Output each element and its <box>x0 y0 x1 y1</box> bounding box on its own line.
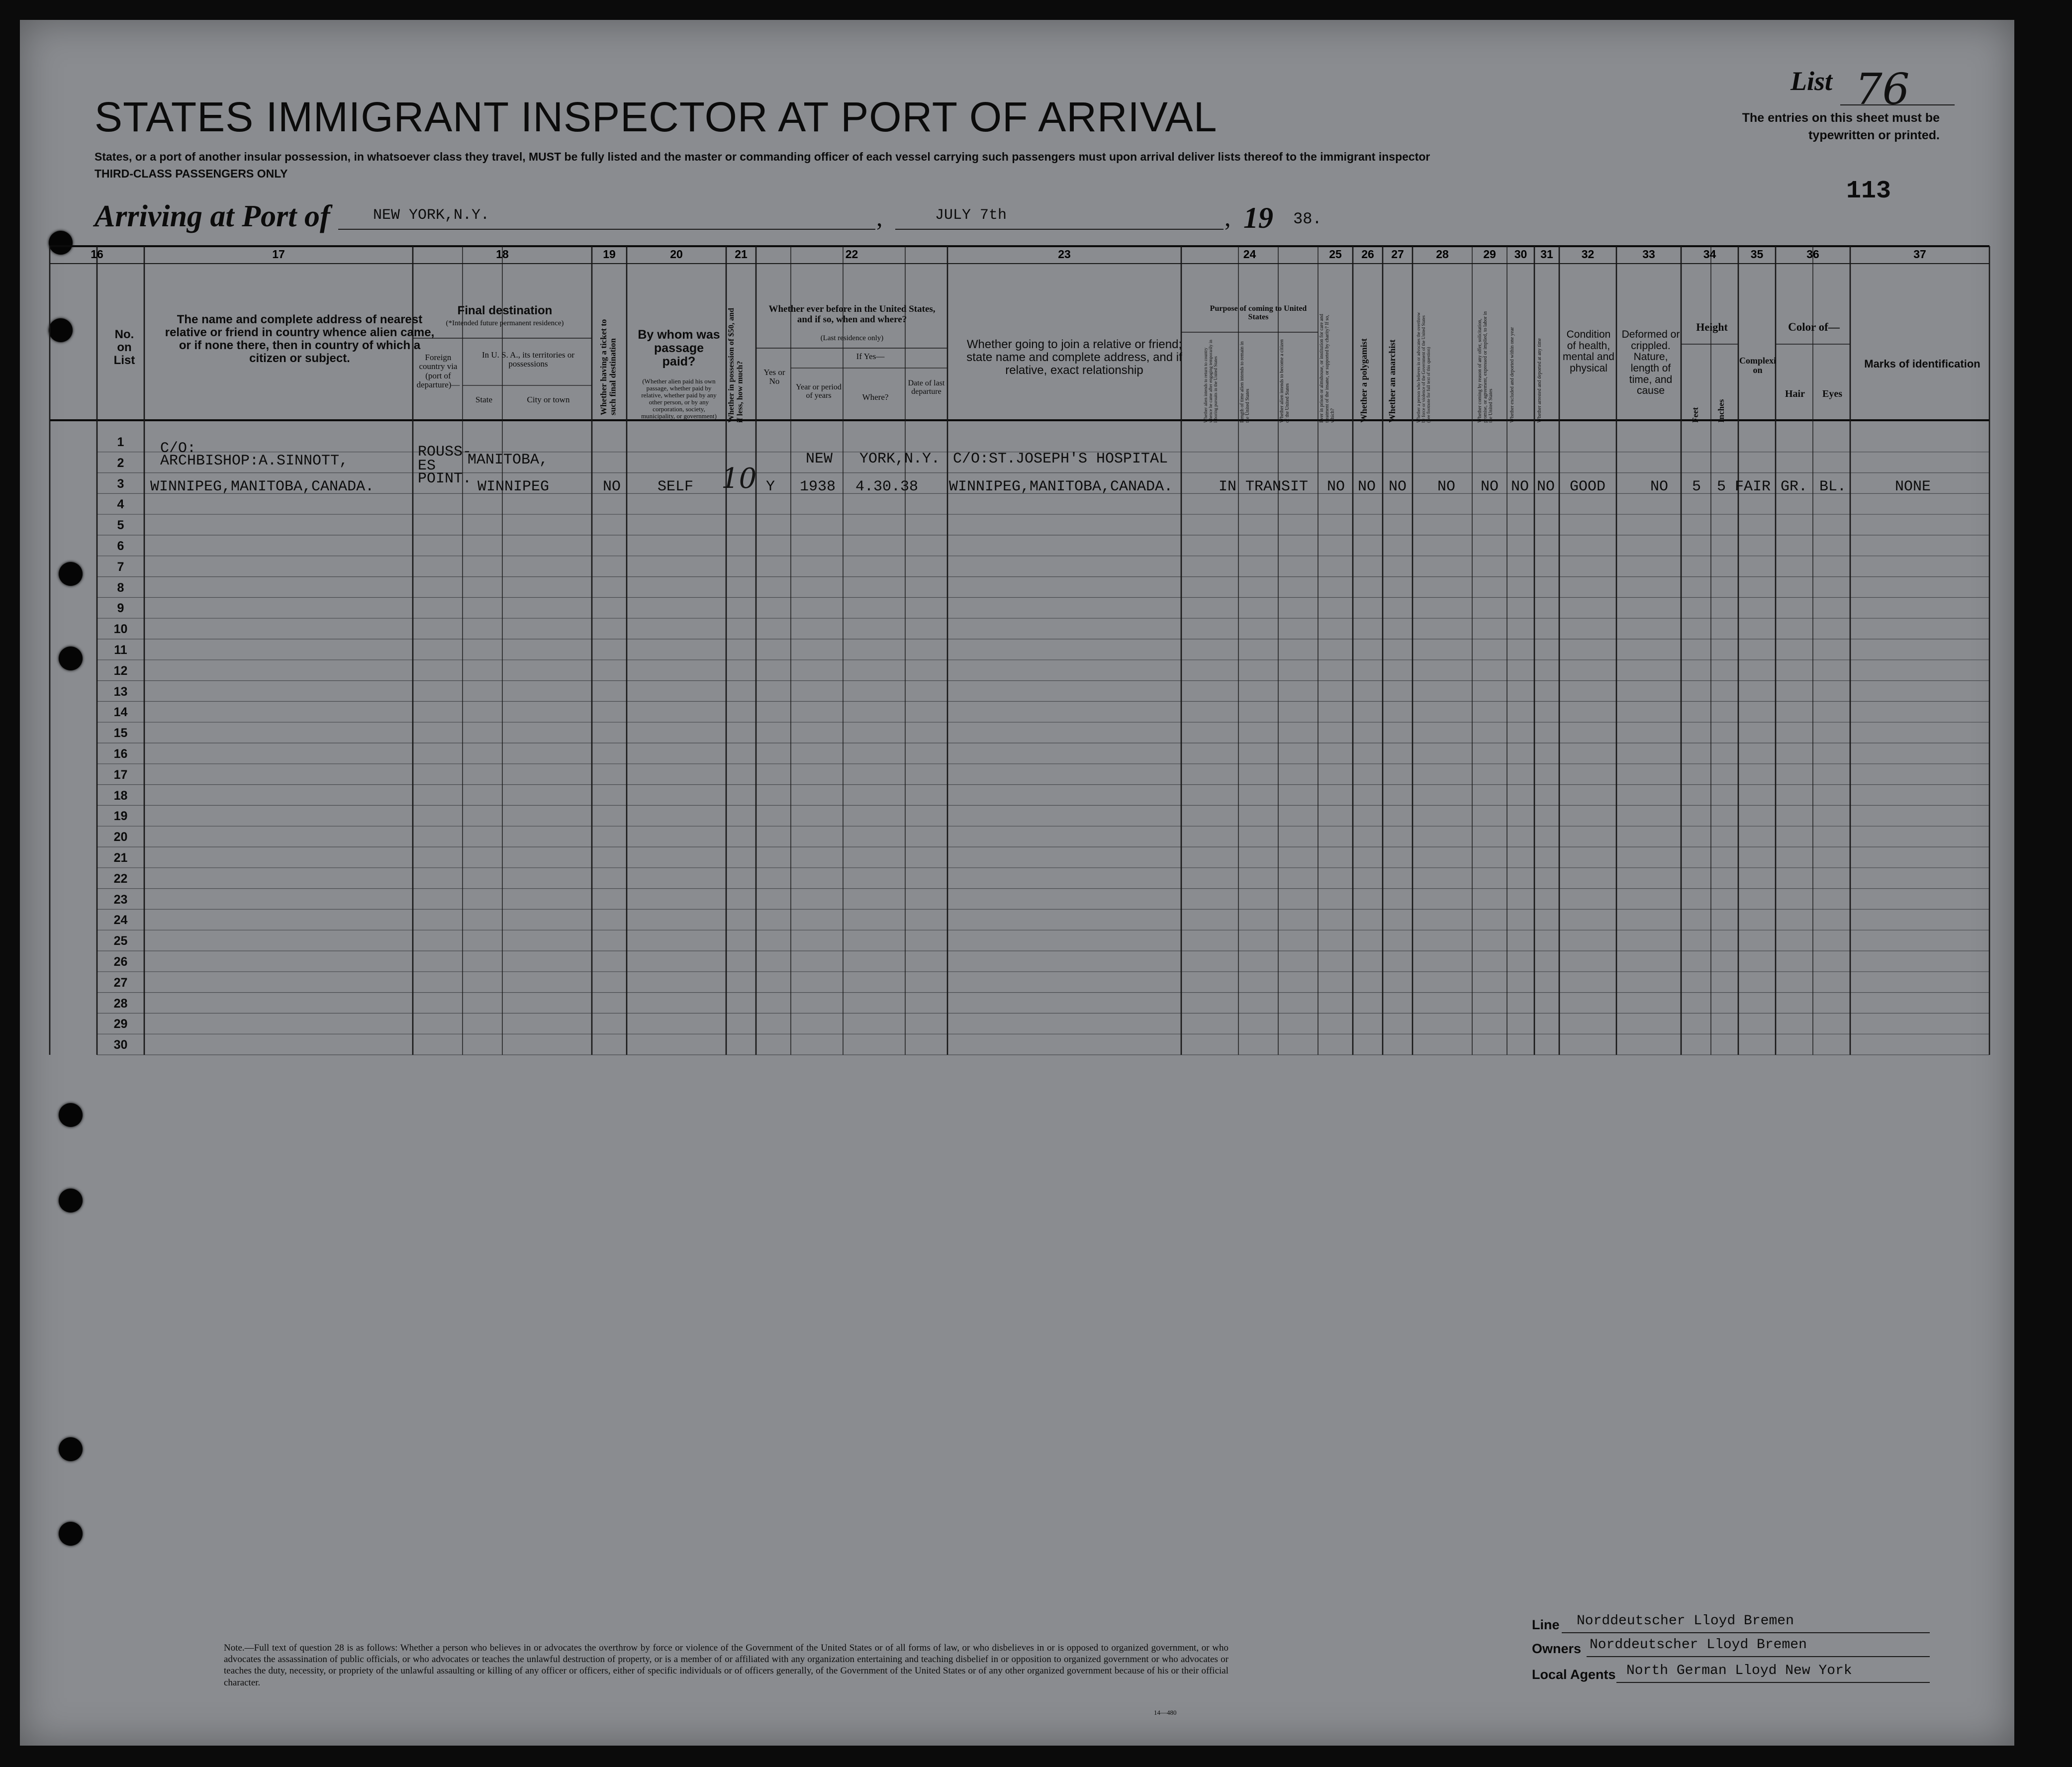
row-number: 18 <box>113 788 128 803</box>
purpose-value: IN TRANSIT <box>1219 478 1309 495</box>
port-departure-1: ROUSS- <box>418 444 472 461</box>
eyes-value: BL. <box>1819 478 1847 495</box>
header-col17: The name and complete address of nearest relative or friend in country whence alien came, or if none there, then in country of which a citizen or subject. <box>165 313 435 365</box>
row-number: 10 <box>113 622 128 637</box>
owners-label: Owners <box>1532 1641 1582 1656</box>
row-number: 30 <box>113 1038 128 1052</box>
header-col34-title: Height <box>1696 321 1728 333</box>
manifest-table <box>20 20 2014 1746</box>
column-number: 30 <box>1514 248 1527 261</box>
row-number: 19 <box>113 809 128 824</box>
header-col21: Whether in possession of $50, and if less, how much? <box>727 308 745 423</box>
contact-line3: WINNIPEG,MANITOBA,CANADA. <box>150 478 375 495</box>
form-number: 14—480 <box>1154 1709 1177 1716</box>
footnote: Note.—Full text of question 28 is as follows: Whether a person who believes in or advocates the overthrow by force or violence of the Government of the United States or of all forms of law, or who disbelieves in or is opposed to organized government, or who advocates the assassination of public officials, or who advocates or teaches the unlawful destruction of property, or is a member of or affiliated with any organization entertaining and teaching disbelief in or opposition to organized government or who advocates or teaches the duty, necessity, or propriety of the unlawful assaulting or killing of any officer or officers, either of specific individuals or of officers generally, of the Government of the United States or of any other organized government because of his or their official character. <box>224 1643 1228 1688</box>
row-number: 7 <box>117 559 124 574</box>
header-col22-sub: (Last residence only) <box>820 334 884 342</box>
row-number: 22 <box>113 871 128 886</box>
header-col24-b: Length of time alien intends to remain in the United States <box>1239 341 1250 423</box>
owners-value: Norddeutscher Lloyd Bremen <box>1590 1637 1807 1653</box>
row-number: 3 <box>117 476 124 491</box>
complexion-value: FAIR <box>1735 478 1771 495</box>
col31-value: NO <box>1537 478 1555 495</box>
row-number: 4 <box>117 497 124 512</box>
year-suffix: 38. <box>1293 210 1322 228</box>
row-number: 15 <box>113 726 128 741</box>
before-in-us-value: Y <box>766 478 775 495</box>
header-col18-sub: (*Intended future permanent residence) <box>446 319 564 327</box>
list-label: List <box>1790 66 1833 96</box>
row-number: 26 <box>113 955 128 969</box>
header-col20: By whom was passage paid? <box>638 328 720 369</box>
port-departure-3: POINT. <box>418 470 472 487</box>
col27-value: NO <box>1389 478 1407 495</box>
manifest-sheet <box>20 20 2014 1746</box>
header-col32: Condition of health, mental and physical <box>1563 329 1614 374</box>
feet-value: 5 <box>1692 478 1701 495</box>
where-line2: YORK,N.Y. <box>859 451 941 467</box>
destination-state: MANITOBA, <box>468 452 549 468</box>
column-number: 19 <box>603 248 616 261</box>
header-col18-city: City or town <box>527 395 570 404</box>
marks-value: NONE <box>1895 478 1931 495</box>
header-col34-inches: Inches <box>1716 399 1726 423</box>
header-col22-year: Year or period of years <box>796 383 842 400</box>
col29-value: NO <box>1481 478 1499 495</box>
row-number: 27 <box>113 975 128 990</box>
contact-line2: ARCHBISHOP:A.SINNOTT, <box>160 453 349 469</box>
column-number: 34 <box>1703 248 1716 261</box>
agents-value: North German Lloyd New York <box>1626 1663 1852 1678</box>
comma: , <box>876 203 883 231</box>
header-col31: Whether arrested and deported at any time <box>1537 338 1542 423</box>
header-col36-hair: Hair <box>1785 388 1805 399</box>
owners-field <box>1587 1636 1930 1657</box>
header-col22-ifyes: If Yes— <box>856 352 885 361</box>
date-value: JULY 7th <box>935 207 1007 224</box>
header-col20-note: (Whether alien paid his own passage, whether paid by relative, whether paid by any other person, or by any corporation, society, municipality, or government) <box>641 377 717 420</box>
typewritten-note: The entries on this sheet must be typewritten or printed. <box>1742 111 1940 142</box>
column-number: 37 <box>1913 248 1926 261</box>
column-number: 36 <box>1806 248 1819 261</box>
header-col37: Marks of identification <box>1864 358 1980 370</box>
row-number: 6 <box>117 539 124 553</box>
column-number: 31 <box>1540 248 1553 261</box>
row-number: 1 <box>117 435 124 449</box>
where-line1: NEW <box>806 451 833 467</box>
comma: , <box>1224 203 1231 231</box>
passage-paid-value: SELF <box>658 478 694 495</box>
column-number: 17 <box>272 248 285 261</box>
col26-value: NO <box>1358 478 1376 495</box>
column-number: 27 <box>1391 248 1404 261</box>
header-col34-feet: Feet <box>1691 407 1700 423</box>
inches-value: 5 <box>1717 478 1726 495</box>
line-field <box>1562 1612 1930 1633</box>
column-number: 32 <box>1581 248 1595 261</box>
column-number: 24 <box>1243 248 1256 261</box>
header-col35: Complexion <box>1739 356 1776 375</box>
port-value: NEW YORK,N.Y. <box>373 207 490 224</box>
date-departure-value: 4.30.38 <box>855 478 919 495</box>
col25-value: NO <box>1327 478 1345 495</box>
year-prefix: 19 <box>1243 201 1273 234</box>
header-col36-eyes: Eyes <box>1822 388 1842 399</box>
header-col19: Whether having a ticket to such final destination <box>599 319 618 415</box>
column-number: 22 <box>845 248 858 261</box>
row-number: 14 <box>113 705 128 720</box>
header-col24-title: Purpose of coming to United States <box>1210 304 1307 322</box>
header-col25: Ever in prison or almshouse, or institution for care and treatment of the insane, or supported by charity? If so, which? <box>1319 314 1335 423</box>
col28-value: NO <box>1437 478 1456 495</box>
row-number: 20 <box>113 830 128 844</box>
row-number: 8 <box>117 580 124 595</box>
sheet-number: 113 <box>1846 177 1891 205</box>
row-number: 24 <box>113 913 128 928</box>
header-col18-title: Final destination <box>457 304 553 317</box>
agents-field <box>1616 1661 1930 1683</box>
row-number: 25 <box>113 934 128 948</box>
ticket-value: NO <box>603 478 621 495</box>
arriving-label: Arriving at Port of <box>94 199 330 233</box>
header-col22-where: Where? <box>862 392 889 402</box>
hair-value: GR. <box>1781 478 1808 495</box>
header-col28: Whether a person who believes in or advocates the overthrow by force or violence of the Government of the United States (See footnote for full text of this question) <box>1416 312 1431 423</box>
header-col30: Whether excluded and deported within one year <box>1509 327 1515 423</box>
row-number: 2 <box>117 456 124 470</box>
line-label: Line <box>1532 1617 1560 1632</box>
header-col18-foreign: Foreign country via (port of departure)— <box>416 353 460 390</box>
header-col22-title: Whether ever before in the United States, and if so, when and where? <box>768 304 936 325</box>
row-number: 29 <box>113 1017 128 1031</box>
row-number: 17 <box>113 767 128 782</box>
column-number: 18 <box>496 248 509 261</box>
column-number: 16 <box>91 248 103 261</box>
header-col33: Deformed or crippled. Nature, length of time, and cause <box>1621 329 1680 397</box>
row-number: 5 <box>117 518 124 533</box>
row-number: 23 <box>113 892 128 907</box>
list-number: 76 <box>1855 65 1910 114</box>
column-number: 28 <box>1436 248 1449 261</box>
page-title: STATES IMMIGRANT INSPECTOR AT PORT OF ARRIVAL <box>94 93 1218 140</box>
column-number: 29 <box>1483 248 1496 261</box>
row-number: 11 <box>114 643 127 657</box>
row-number: 28 <box>113 996 128 1011</box>
row-number: 16 <box>113 747 128 761</box>
column-number: 23 <box>1058 248 1071 261</box>
joining-line1: C/O:ST.JOSEPH'S HOSPITAL <box>953 451 1168 467</box>
header-col36-title: Color of— <box>1788 321 1840 333</box>
header-col29: Whether coming by reason of any offer, solicitation, promise, or agreement, expressed or implied, to labor in the United States <box>1477 311 1494 423</box>
contact-line1: C/O: <box>160 440 196 457</box>
header-col24-c: Whether alien intends to become a citizen of the United States <box>1279 339 1290 423</box>
column-number: 21 <box>735 248 748 261</box>
column-number: 20 <box>670 248 683 261</box>
row-number: 9 <box>117 601 124 616</box>
port-departure-2: ES <box>418 458 436 474</box>
deformed-value: NO <box>1650 478 1669 495</box>
header-no-on-list: No. on List <box>113 328 135 367</box>
joining-line2: WINNIPEG,MANITOBA,CANADA. <box>949 478 1173 495</box>
line-value: Norddeutscher Lloyd Bremen <box>1577 1613 1794 1629</box>
column-number: 35 <box>1750 248 1764 261</box>
column-number: 25 <box>1329 248 1342 261</box>
header-col24-a: Whether alien intends to return to country whence he came after engaging temporarily in laboring pursuits in the United States <box>1203 340 1218 423</box>
row-number: 13 <box>113 684 128 699</box>
header-col27: Whether an anarchist <box>1387 339 1397 423</box>
header-col23: Whether going to join a relative or friend; state name and complete address, and if relative, exact relationship <box>966 338 1182 377</box>
col30-value: NO <box>1511 478 1529 495</box>
header-col18-state: State <box>475 395 492 404</box>
row-number: 21 <box>113 851 128 865</box>
destination-city: WINNIPEG <box>477 478 550 495</box>
header-col22-date: Date of last departure <box>908 379 945 396</box>
agents-label: Local Agents <box>1532 1667 1616 1682</box>
header-col18-usa: In U. S. A., its territories or possessions <box>481 350 575 369</box>
header-col22-yesno: Yes or No <box>763 368 785 386</box>
row-number: 12 <box>113 663 128 678</box>
subtitle: States, or a port of another insular possession, in whatsoever class they travel, MUST be fully listed and the master or commanding officer of each vessel carrying such passengers must upon arrival deliver lists thereof to the immigrant inspector <box>94 150 1430 163</box>
column-number: 26 <box>1361 248 1374 261</box>
column-number: 33 <box>1642 248 1655 261</box>
health-value: GOOD <box>1570 478 1606 495</box>
header-col26: Whether a polygamist <box>1359 338 1369 423</box>
money-value: 10 <box>721 463 757 495</box>
class-line: THIRD-CLASS PASSENGERS ONLY <box>94 167 288 180</box>
year-value: 1938 <box>800 478 836 495</box>
